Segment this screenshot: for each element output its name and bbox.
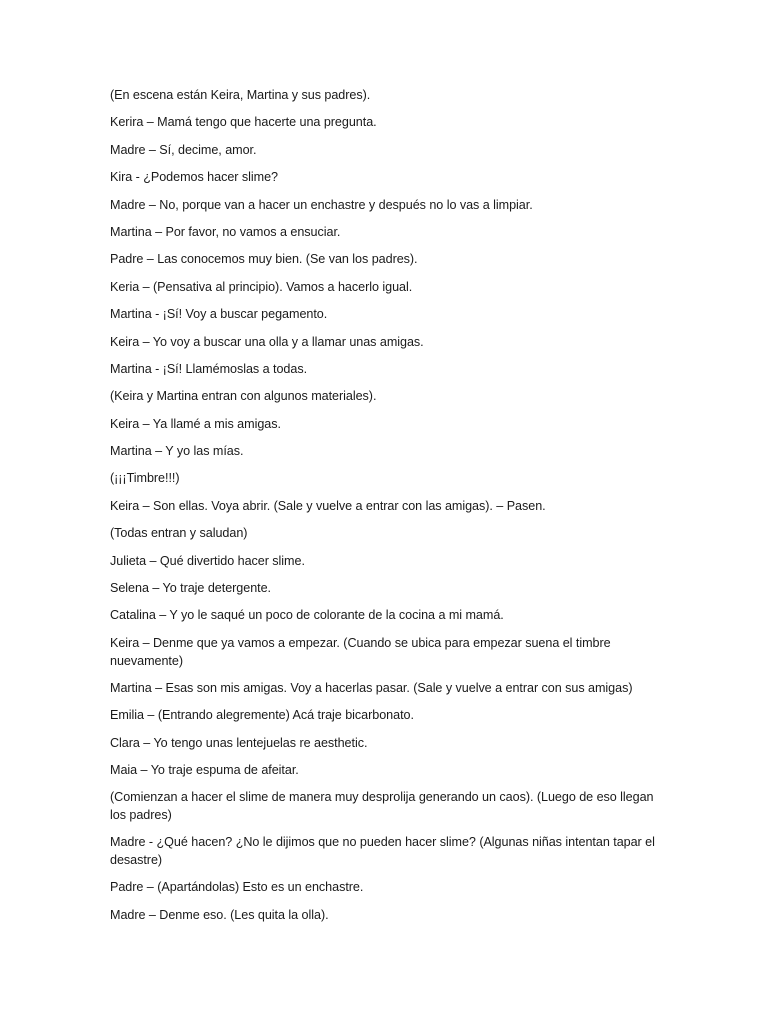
script-line: Emilia – (Entrando alegremente) Acá traje bicarbonato. [110, 708, 414, 723]
script-line: Padre – (Apartándolas) Esto es un enchastre. [110, 880, 364, 895]
script-line: Clara – Yo tengo unas lentejuelas re aesthetic. [110, 735, 368, 750]
script-line: Kira - ¿Podemos hacer slime? [110, 170, 278, 185]
script-line: Martina - ¡Sí! Voy a buscar pegamento. [110, 307, 328, 322]
script-line: Kerira – Mamá tengo que hacerte una pregunta. [110, 115, 377, 130]
script-line: Martina – Esas son mis amigas. Voy a hacerlas pasar. (Sale y vuelve a entrar con sus amigas) [110, 680, 633, 695]
script-body [110, 86, 666, 933]
script-line: (Comienzan a hacer el slime de manera muy desprolija generando un caos). (Luego de eso llegan los padres) [110, 790, 654, 823]
script-line: Martina – Por favor, no vamos a ensuciar. [110, 224, 341, 239]
script-line: (¡¡¡Timbre!!!) [110, 471, 180, 486]
script-line: Madre – Sí, decime, amor. [110, 142, 257, 157]
script-line: Madre – No, porque van a hacer un enchastre y después no lo vas a limpiar. [110, 197, 533, 212]
script-line: Martina - ¡Sí! Llamémoslas a todas. [110, 361, 308, 376]
script-line: Maia – Yo traje espuma de afeitar. [110, 762, 299, 777]
script-line: Catalina – Y yo le saqué un poco de colorante de la cocina a mi mamá. [110, 608, 504, 623]
script-line: Keira – Denme que ya vamos a empezar. (Cuando se ubica para empezar suena el timbre nuevamente) [110, 635, 611, 668]
script-line: Keria – (Pensativa al principio). Vamos a hacerlo igual. [110, 279, 413, 294]
script-line: Madre - ¿Qué hacen? ¿No le dijimos que no pueden hacer slime? (Algunas niñas intentan tapar el desastre) [110, 835, 655, 868]
script-line: (Keira y Martina entran con algunos materiales). [110, 389, 377, 404]
script-line: Julieta – Qué divertido hacer slime. [110, 553, 305, 568]
script-line: (En escena están Keira, Martina y sus padres). [110, 88, 371, 102]
script-line: (Todas entran y saludan) [110, 526, 248, 541]
script-line: Keira – Yo voy a buscar una olla y a llamar unas amigas. [110, 334, 424, 349]
script-line: Keira – Son ellas. Voya abrir. (Sale y vuelve a entrar con las amigas). – Pasen. [110, 498, 546, 513]
script-line: Martina – Y yo las mías. [110, 444, 244, 459]
script-line: Keira – Ya llamé a mis amigas. [110, 416, 281, 431]
script-line: Selena – Yo traje detergente. [110, 581, 272, 596]
script-line: Padre – Las conocemos muy bien. (Se van los padres). [110, 252, 418, 267]
script-line: Madre – Denme eso. (Les quita la olla). [110, 907, 329, 922]
